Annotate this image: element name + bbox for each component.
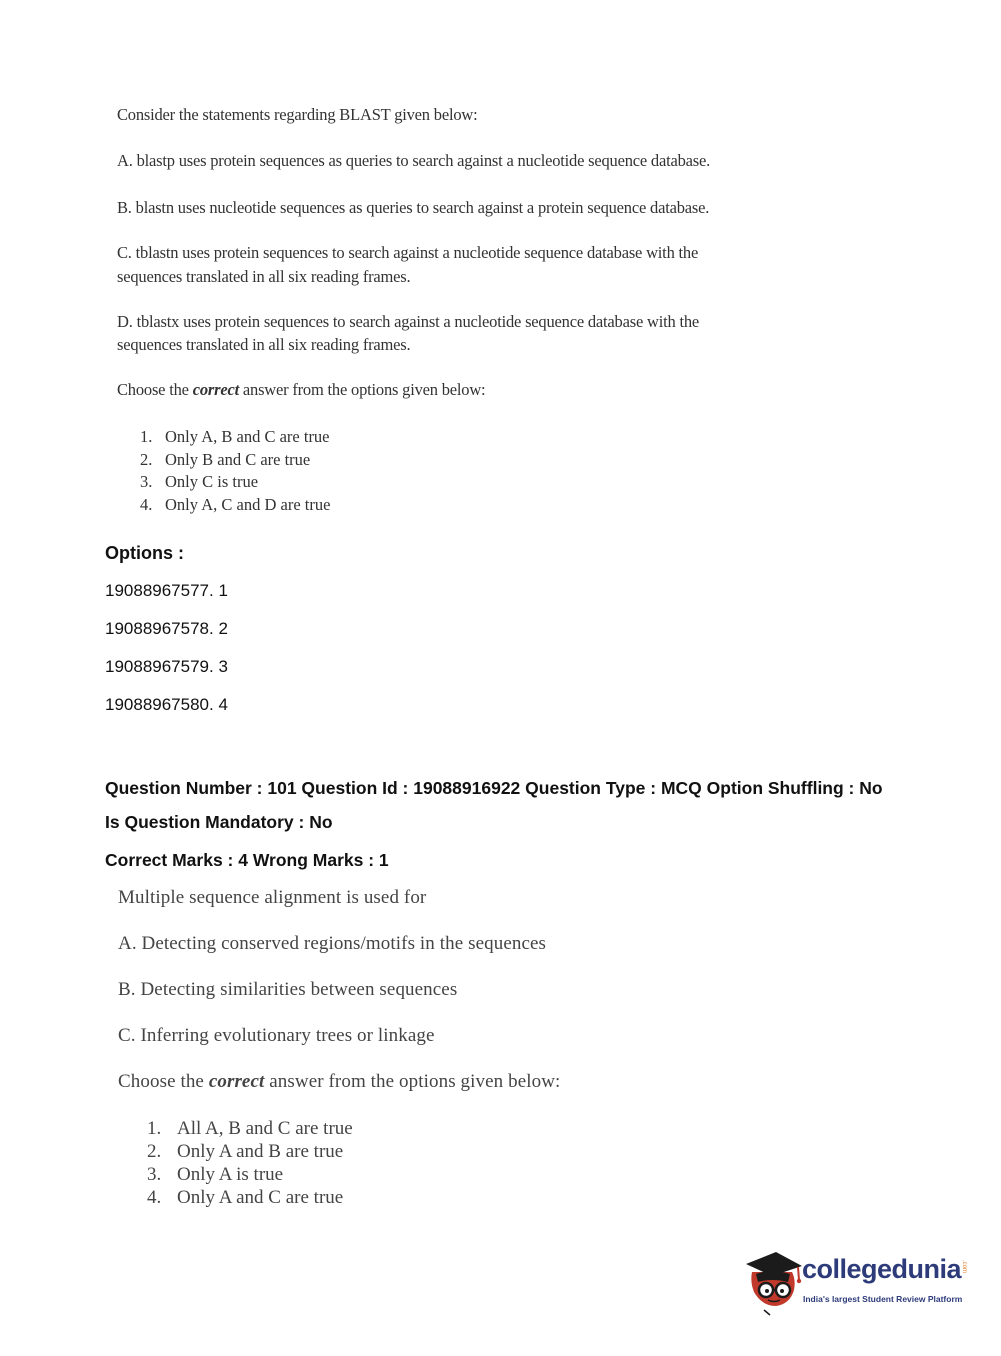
list-item: [140, 471, 330, 494]
statement-b: B. Detecting similarities between sequences: [118, 979, 458, 1000]
list-number: 1.: [140, 427, 153, 446]
list-number: 2.: [147, 1141, 162, 1162]
logo-suffix: .com: [961, 1260, 967, 1274]
list-number: 3.: [147, 1164, 162, 1185]
list-item: [147, 1140, 353, 1163]
statement-c-line2: sequences translated in all six reading frames.: [117, 267, 411, 286]
list-text: Only A, C and D are true: [165, 494, 331, 514]
statement-d-line1: D. tblastx uses protein sequences to search against a nucleotide sequence database with the: [117, 312, 700, 331]
list-text: Only A is true: [177, 1164, 284, 1185]
choose-instruction: [117, 380, 485, 400]
list-text: Only A and B are true: [177, 1141, 344, 1162]
options-heading: Options :: [105, 543, 184, 563]
question-mandatory: Is Question Mandatory : No: [105, 812, 333, 832]
statement-b: B. blastn uses nucleotide sequences as queries to search against a protein sequence database.: [117, 198, 710, 217]
list-text: Only A, B and C are true: [165, 427, 330, 446]
option-item-3: 19088967579. 3: [105, 657, 228, 676]
list-item: [140, 449, 330, 472]
choose-suffix: answer from the options given below:: [238, 380, 486, 399]
choose-emphasis: correct: [208, 1071, 265, 1092]
list-number: 1.: [147, 1118, 162, 1139]
list-text: Only A and C are true: [177, 1187, 344, 1208]
choose-prefix: Choose the: [117, 380, 193, 399]
statement-c: C. Inferring evolutionary trees or linkage: [118, 1025, 435, 1046]
list-item: [140, 426, 330, 449]
list-item: [147, 1163, 353, 1186]
question-meta-line: Question Number : 101 Question Id : 19088916922 Question Type : MCQ Option Shuffling : No: [105, 778, 883, 798]
list-text: Only C is true: [165, 472, 259, 492]
logo-wordmark: collegedunia: [802, 1254, 962, 1284]
question-1-answer-list: [140, 426, 330, 516]
question-2-answer-list: [147, 1117, 353, 1209]
choose-emphasis: correct: [192, 380, 239, 399]
question-2-intro: Multiple sequence alignment is used for: [118, 887, 427, 908]
question-1-intro: Consider the statements regarding BLAST given below:: [117, 105, 478, 124]
option-item-2: 19088967578. 2: [105, 619, 228, 638]
list-number: 4.: [140, 494, 153, 514]
list-item: [140, 494, 330, 517]
logo-tagline: India's largest Student Review Platform: [803, 1294, 963, 1304]
student-mascot-icon: [742, 1248, 804, 1318]
statement-d-line2: sequences translated in all six reading frames.: [117, 335, 411, 354]
list-item: [147, 1186, 353, 1209]
list-text: Only B and C are true: [165, 449, 311, 469]
list-item: [147, 1117, 353, 1140]
list-number: 3.: [140, 472, 153, 492]
statement-a: A. blastp uses protein sequences as queries to search against a nucleotide sequence database.: [117, 151, 711, 170]
choose-suffix: answer from the options given below:: [264, 1071, 561, 1092]
statement-c-line1: C. tblastn uses protein sequences to search against a nucleotide sequence database with the: [117, 243, 699, 262]
option-item-4: 19088967580. 4: [105, 695, 228, 714]
choose-instruction: [118, 1071, 560, 1093]
list-text: All A, B and C are true: [177, 1118, 353, 1139]
statement-a: A. Detecting conserved regions/motifs in the sequences: [118, 933, 547, 954]
list-number: 4.: [147, 1187, 162, 1208]
collegedunia-logo[interactable]: [742, 1248, 972, 1318]
question-marks: Correct Marks : 4 Wrong Marks : 1: [105, 850, 389, 870]
list-number: 2.: [140, 449, 153, 469]
option-item-1: 19088967577. 1: [105, 581, 228, 600]
choose-prefix: Choose the: [118, 1071, 209, 1092]
